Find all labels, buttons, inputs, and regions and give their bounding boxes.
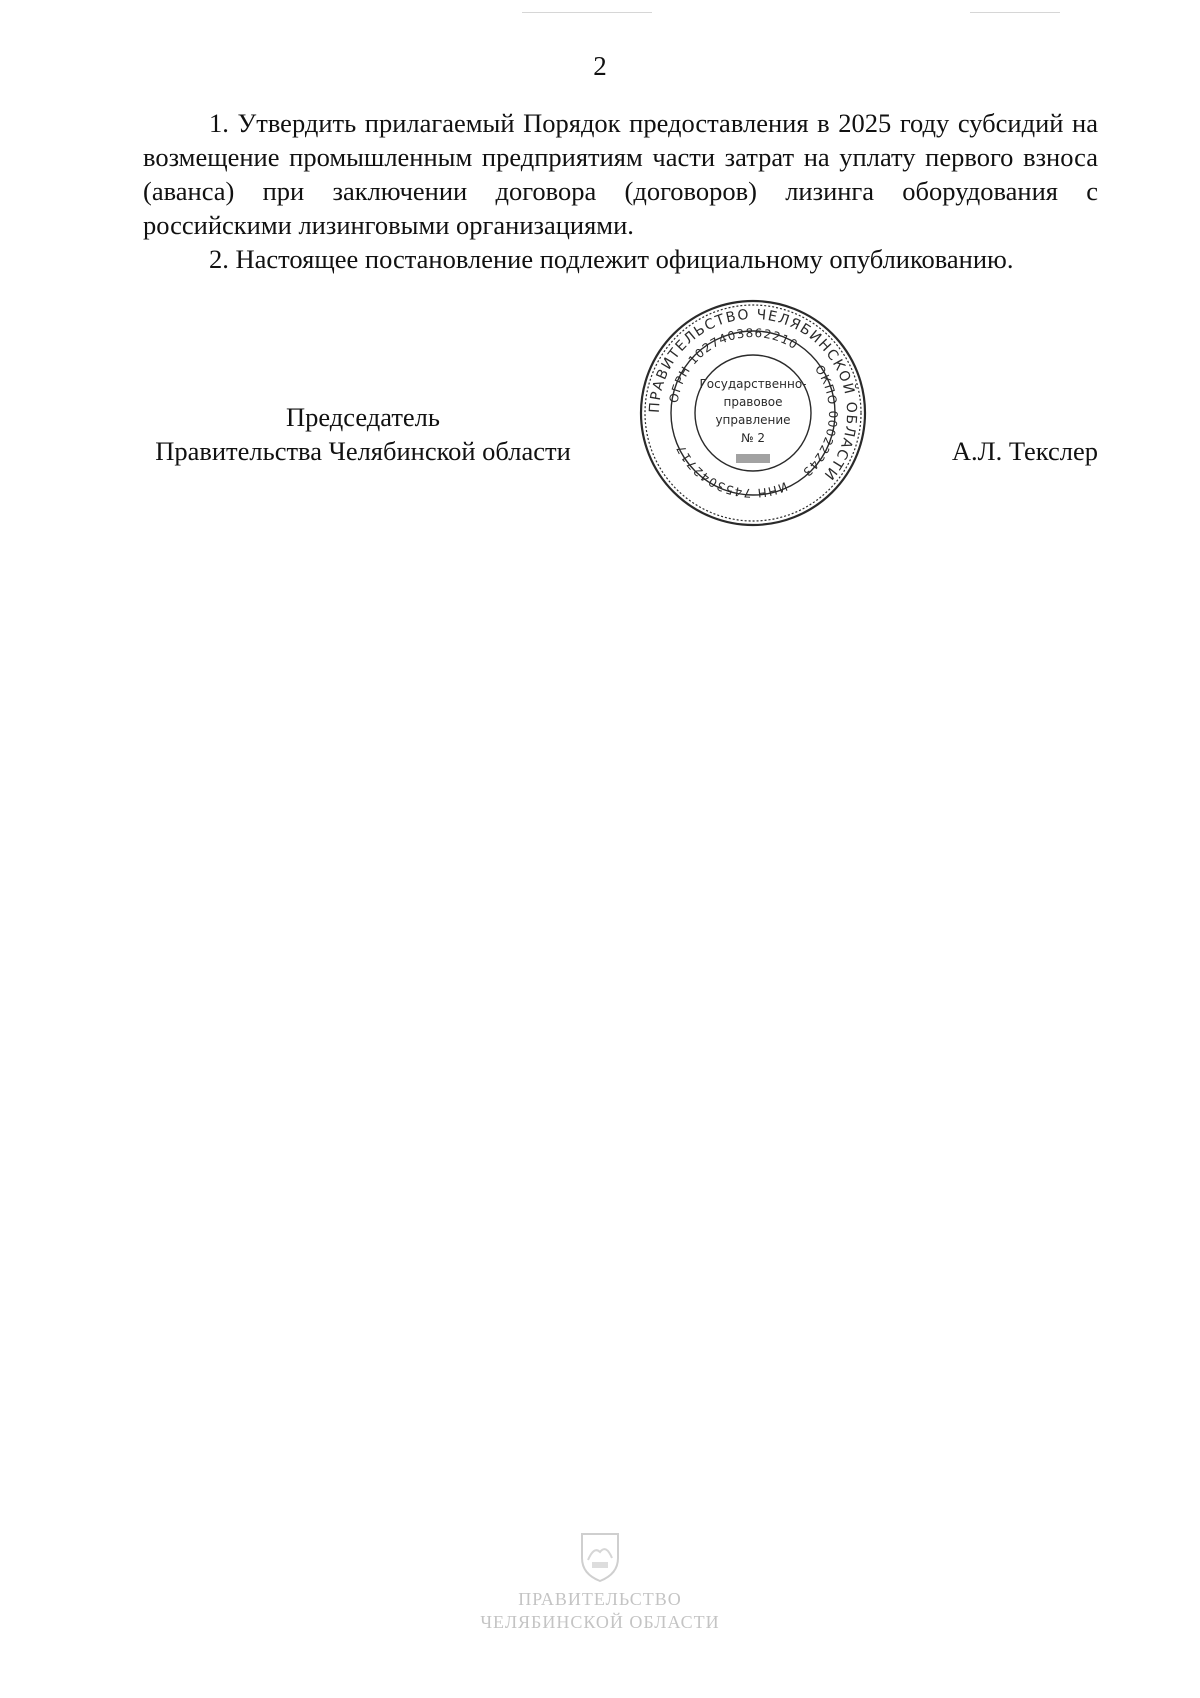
signatory-position-line-1: Председатель bbox=[286, 402, 440, 432]
footer-org-name-line-1: ПРАВИТЕЛЬСТВО bbox=[518, 1589, 682, 1609]
paragraph-1: 1. Утвердить прилагаемый Порядок предоставления в 2025 году субсидий на возмещение промышленным предприятиям части затрат на уплату первого взноса (аванса) при заключении договора (договоров) лизинга оборудования с российскими лизинговыми организациями. bbox=[143, 108, 1098, 240]
signatory-position bbox=[143, 400, 583, 468]
stamp-ring-okpo: ОКПО 00022243 bbox=[799, 362, 841, 480]
signatory-name: А.Л. Текслер bbox=[951, 436, 1098, 466]
stamp-ring-inn: ИНН 7453042717 bbox=[673, 442, 790, 501]
stamp-center-line-4: № 2 bbox=[741, 431, 765, 445]
stamp-center-line-3: управление bbox=[715, 413, 791, 427]
scan-artifact bbox=[522, 12, 652, 13]
page-number: 2 bbox=[593, 51, 607, 81]
coat-of-arms-icon bbox=[570, 1526, 630, 1586]
stamp-smudge bbox=[736, 454, 770, 463]
official-stamp bbox=[638, 298, 868, 528]
footer-org-name-line-2: ЧЕЛЯБИНСКОЙ ОБЛАСТИ bbox=[480, 1612, 720, 1632]
signatory-position-line-2: Правительства Челябинской области bbox=[155, 436, 571, 466]
stamp-seal-icon bbox=[638, 298, 868, 528]
stamp-center-line-2: правовое bbox=[723, 395, 783, 409]
stamp-outer-text: ПРАВИТЕЛЬСТВО ЧЕЛЯБИНСКОЙ ОБЛАСТИ bbox=[646, 306, 860, 484]
stamp-ring-ogrn: ОГРН 1027403862210 bbox=[666, 325, 801, 405]
document-body bbox=[143, 106, 1098, 276]
paragraph-2: 2. Настоящее постановление подлежит официальному опубликованию. bbox=[209, 244, 1014, 274]
stamp-center-line-1: Государственно- bbox=[699, 377, 807, 391]
scan-artifact bbox=[970, 12, 1060, 13]
